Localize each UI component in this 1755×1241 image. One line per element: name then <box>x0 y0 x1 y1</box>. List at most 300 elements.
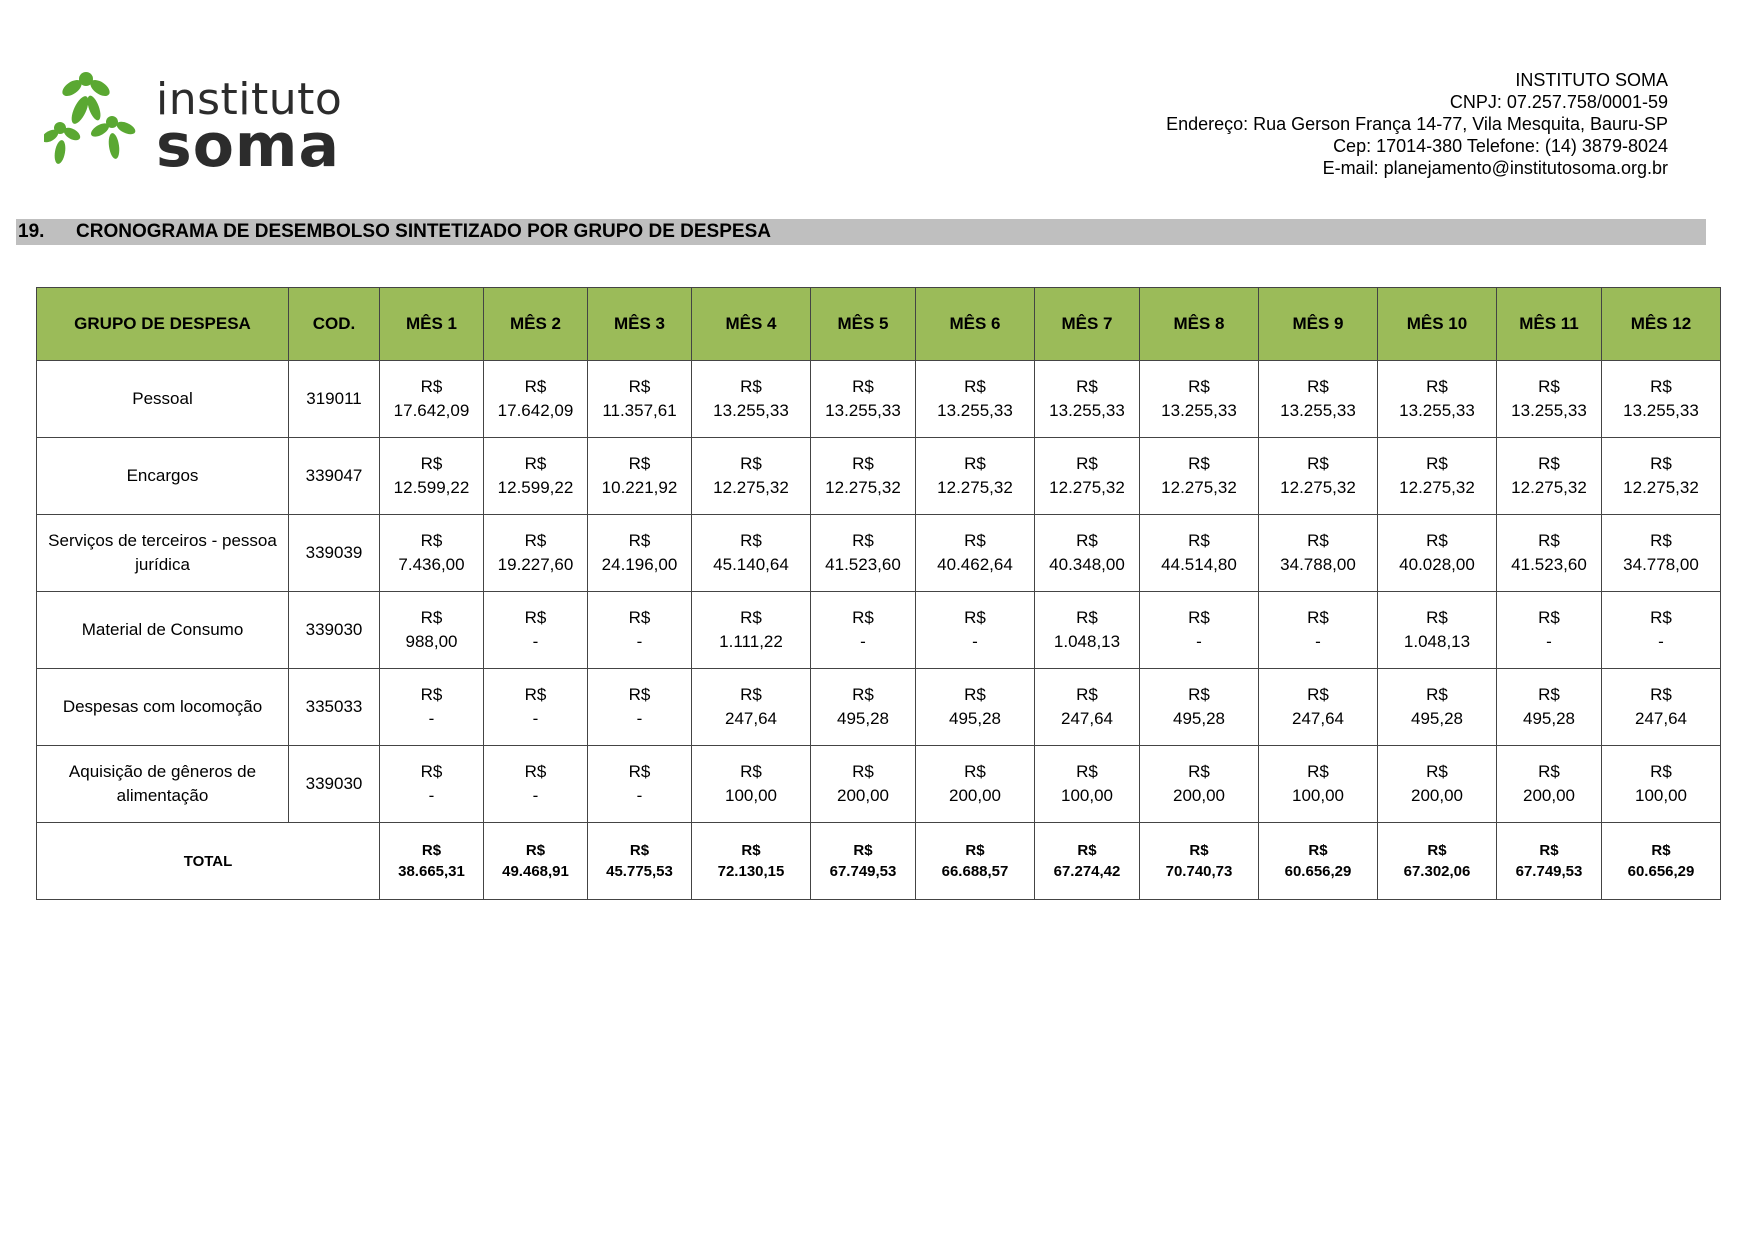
table-row <box>37 746 1721 823</box>
month-value-cell <box>588 669 692 746</box>
amount-value: 40.462,64 <box>937 555 1013 574</box>
amount-value: 34.788,00 <box>1280 555 1356 574</box>
currency-symbol: R$ <box>420 531 443 550</box>
currency-symbol: R$ <box>740 762 762 781</box>
currency-symbol: R$ <box>524 454 547 473</box>
table-row <box>37 592 1721 669</box>
expense-group-cell: Encargos <box>37 438 289 515</box>
month-value-cell <box>811 746 916 823</box>
month-value-cell <box>1602 592 1721 669</box>
currency-symbol: R$ <box>1308 842 1328 859</box>
table-row <box>37 669 1721 746</box>
column-header: MÊS 8 <box>1140 288 1259 361</box>
amount-value: 40.348,00 <box>1049 555 1125 574</box>
total-value-cell <box>916 823 1035 900</box>
currency-symbol: R$ <box>420 762 443 781</box>
currency-symbol: R$ <box>965 842 985 859</box>
total-amount: 70.740,73 <box>1165 863 1233 880</box>
amount-value: 10.221,92 <box>601 478 678 497</box>
amount-value: 495,28 <box>949 709 1001 728</box>
currency-symbol: R$ <box>1307 454 1329 473</box>
amount-value: 40.028,00 <box>1399 555 1475 574</box>
amount-value: 24.196,00 <box>601 555 678 574</box>
total-value-cell <box>588 823 692 900</box>
amount-value: 247,64 <box>725 709 777 728</box>
amount-value: - <box>1658 632 1664 651</box>
currency-symbol: R$ <box>1427 842 1447 859</box>
month-value-cell <box>1497 361 1602 438</box>
month-value-cell <box>1035 746 1140 823</box>
currency-symbol: R$ <box>1651 842 1671 859</box>
amount-value: 45.140,64 <box>713 555 789 574</box>
amount-value: 13.255,33 <box>1623 401 1699 420</box>
amount-value: - <box>532 786 539 805</box>
amount-value: 200,00 <box>1523 786 1575 805</box>
currency-symbol: R$ <box>1188 531 1210 550</box>
month-value-cell <box>588 592 692 669</box>
column-header: MÊS 12 <box>1602 288 1721 361</box>
currency-symbol: R$ <box>964 377 986 396</box>
currency-symbol: R$ <box>964 608 986 627</box>
month-value-cell <box>380 669 484 746</box>
month-value-cell <box>588 361 692 438</box>
amount-value: 13.255,33 <box>1280 401 1356 420</box>
amount-value: 1.048,13 <box>1053 632 1121 651</box>
month-value-cell <box>588 515 692 592</box>
column-header: MÊS 10 <box>1378 288 1497 361</box>
amount-value: - <box>532 709 539 728</box>
month-value-cell <box>380 361 484 438</box>
amount-value: 247,64 <box>1635 709 1687 728</box>
currency-symbol: R$ <box>852 762 874 781</box>
amount-value: 12.275,32 <box>1399 478 1475 497</box>
org-email: E-mail: planejamento@institutosoma.org.br <box>1322 158 1668 178</box>
month-value-cell <box>484 746 588 823</box>
currency-symbol: R$ <box>1076 377 1098 396</box>
total-label: TOTAL <box>37 823 380 900</box>
month-value-cell <box>1140 746 1259 823</box>
currency-symbol: R$ <box>628 377 651 396</box>
amount-value: - <box>1196 632 1202 651</box>
month-value-cell <box>1497 746 1602 823</box>
month-value-cell <box>1035 592 1140 669</box>
currency-symbol: R$ <box>524 377 547 396</box>
table-header-row <box>37 288 1721 361</box>
org-cep-phone: Cep: 17014-380 Telefone: (14) 3879-8024 <box>1333 136 1668 156</box>
currency-symbol: R$ <box>1188 377 1210 396</box>
month-value-cell <box>916 515 1035 592</box>
month-value-cell <box>1497 669 1602 746</box>
logo-line-1: instituto <box>156 74 343 125</box>
month-value-cell <box>1259 361 1378 438</box>
currency-symbol: R$ <box>1189 842 1209 859</box>
amount-value: 13.255,33 <box>1161 401 1237 420</box>
amount-value: 12.275,32 <box>713 478 789 497</box>
total-value-cell <box>692 823 811 900</box>
column-header: MÊS 5 <box>811 288 916 361</box>
total-amount: 67.749,53 <box>829 863 897 880</box>
total-amount: 49.468,91 <box>502 863 569 880</box>
amount-value: - <box>1546 632 1552 651</box>
currency-symbol: R$ <box>1538 608 1560 627</box>
currency-symbol: R$ <box>1307 685 1329 704</box>
currency-symbol: R$ <box>1650 454 1672 473</box>
amount-value: 12.275,32 <box>1280 478 1356 497</box>
logo-line-2: soma <box>156 111 340 181</box>
amount-value: - <box>636 632 643 651</box>
currency-symbol: R$ <box>1076 531 1098 550</box>
column-header: MÊS 1 <box>380 288 484 361</box>
amount-value: 100,00 <box>1292 786 1344 805</box>
expense-code-cell: 339039 <box>289 515 380 592</box>
amount-value: - <box>428 709 435 728</box>
currency-symbol: R$ <box>1538 454 1560 473</box>
currency-symbol: R$ <box>1650 377 1672 396</box>
amount-value: 200,00 <box>1173 786 1225 805</box>
currency-symbol: R$ <box>1076 608 1098 627</box>
currency-symbol: R$ <box>1307 762 1329 781</box>
month-value-cell <box>1378 669 1497 746</box>
total-value-cell <box>1140 823 1259 900</box>
month-value-cell <box>380 438 484 515</box>
column-header: MÊS 2 <box>484 288 588 361</box>
amount-value: - <box>860 632 866 651</box>
currency-symbol: R$ <box>524 608 547 627</box>
month-value-cell <box>692 592 811 669</box>
month-value-cell <box>692 361 811 438</box>
currency-symbol: R$ <box>1426 531 1448 550</box>
currency-symbol: R$ <box>740 608 762 627</box>
currency-symbol: R$ <box>740 531 762 550</box>
org-name: INSTITUTO SOMA <box>1515 70 1668 90</box>
amount-value: 12.275,32 <box>1623 478 1699 497</box>
currency-symbol: R$ <box>1538 685 1560 704</box>
currency-symbol: R$ <box>1539 842 1559 859</box>
currency-symbol: R$ <box>1650 608 1672 627</box>
month-value-cell <box>1140 592 1259 669</box>
currency-symbol: R$ <box>1188 454 1210 473</box>
currency-symbol: R$ <box>1188 685 1210 704</box>
amount-value: - <box>532 632 539 651</box>
month-value-cell <box>692 669 811 746</box>
currency-symbol: R$ <box>1077 842 1097 859</box>
currency-symbol: R$ <box>964 454 986 473</box>
month-value-cell <box>916 746 1035 823</box>
expense-code-cell: 339047 <box>289 438 380 515</box>
amount-value: 200,00 <box>949 786 1001 805</box>
currency-symbol: R$ <box>1650 685 1672 704</box>
amount-value: 247,64 <box>1061 709 1113 728</box>
total-amount: 72.130,15 <box>717 863 785 880</box>
amount-value: 19.227,60 <box>497 555 574 574</box>
total-amount: 67.302,06 <box>1403 863 1471 880</box>
total-amount: 60.656,29 <box>1627 863 1695 880</box>
month-value-cell <box>916 669 1035 746</box>
currency-symbol: R$ <box>628 531 651 550</box>
total-amount: 67.749,53 <box>1515 863 1583 880</box>
currency-symbol: R$ <box>1426 454 1448 473</box>
amount-value: 7.436,00 <box>398 555 465 574</box>
column-header: COD. <box>289 288 380 361</box>
month-value-cell <box>811 592 916 669</box>
currency-symbol: R$ <box>420 608 443 627</box>
currency-symbol: R$ <box>628 608 651 627</box>
month-value-cell <box>484 515 588 592</box>
amount-value: 44.514,80 <box>1161 555 1237 574</box>
currency-symbol: R$ <box>524 531 547 550</box>
currency-symbol: R$ <box>525 842 546 859</box>
amount-value: 12.275,32 <box>937 478 1013 497</box>
column-header: MÊS 3 <box>588 288 692 361</box>
currency-symbol: R$ <box>420 685 443 704</box>
currency-symbol: R$ <box>420 377 443 396</box>
expense-group-cell: Material de Consumo <box>37 592 289 669</box>
currency-symbol: R$ <box>1426 608 1448 627</box>
currency-symbol: R$ <box>740 685 762 704</box>
amount-value: 200,00 <box>1411 786 1463 805</box>
currency-symbol: R$ <box>1426 685 1448 704</box>
currency-symbol: R$ <box>1538 762 1560 781</box>
amount-value: 495,28 <box>1411 709 1463 728</box>
total-amount: 67.274,42 <box>1053 863 1121 880</box>
currency-symbol: R$ <box>420 454 443 473</box>
month-value-cell <box>811 669 916 746</box>
month-value-cell <box>916 438 1035 515</box>
month-value-cell <box>484 361 588 438</box>
amount-value: 495,28 <box>1523 709 1575 728</box>
month-value-cell <box>1602 438 1721 515</box>
month-value-cell <box>380 515 484 592</box>
month-value-cell <box>1035 515 1140 592</box>
total-value-cell <box>1378 823 1497 900</box>
amount-value: 988,00 <box>405 632 458 651</box>
month-value-cell <box>1378 746 1497 823</box>
month-value-cell <box>484 592 588 669</box>
currency-symbol: R$ <box>852 531 874 550</box>
currency-symbol: R$ <box>1650 531 1672 550</box>
amount-value: - <box>636 786 643 805</box>
month-value-cell <box>1602 361 1721 438</box>
amount-value: - <box>636 709 643 728</box>
column-header: MÊS 11 <box>1497 288 1602 361</box>
total-value-cell <box>1497 823 1602 900</box>
month-value-cell <box>484 438 588 515</box>
table-row <box>37 515 1721 592</box>
month-value-cell <box>1259 592 1378 669</box>
amount-value: 13.255,33 <box>825 401 901 420</box>
month-value-cell <box>811 438 916 515</box>
amount-value: 12.275,32 <box>1161 478 1237 497</box>
month-value-cell <box>1602 515 1721 592</box>
disbursement-schedule-table <box>36 287 1721 900</box>
month-value-cell <box>1140 669 1259 746</box>
month-value-cell <box>588 438 692 515</box>
month-value-cell <box>484 669 588 746</box>
organization-info <box>1166 69 1668 179</box>
column-header: MÊS 6 <box>916 288 1035 361</box>
currency-symbol: R$ <box>421 842 442 859</box>
org-address: Endereço: Rua Gerson França 14-77, Vila Mesquita, Bauru-SP <box>1166 114 1668 134</box>
month-value-cell <box>1259 669 1378 746</box>
month-value-cell <box>1497 515 1602 592</box>
currency-symbol: R$ <box>1538 531 1560 550</box>
amount-value: 34.778,00 <box>1623 555 1699 574</box>
currency-symbol: R$ <box>1538 377 1560 396</box>
currency-symbol: R$ <box>741 842 761 859</box>
expense-code-cell: 335033 <box>289 669 380 746</box>
amount-value: 13.255,33 <box>1399 401 1475 420</box>
currency-symbol: R$ <box>852 454 874 473</box>
amount-value: 41.523,60 <box>825 555 901 574</box>
currency-symbol: R$ <box>964 685 986 704</box>
amount-value: 200,00 <box>837 786 889 805</box>
column-header: GRUPO DE DESPESA <box>37 288 289 361</box>
currency-symbol: R$ <box>1076 454 1098 473</box>
currency-symbol: R$ <box>1426 377 1448 396</box>
expense-group-cell: Despesas com locomoção <box>37 669 289 746</box>
expense-code-cell: 339030 <box>289 746 380 823</box>
month-value-cell <box>1035 361 1140 438</box>
total-row <box>37 823 1721 900</box>
currency-symbol: R$ <box>1426 762 1448 781</box>
org-cnpj: CNPJ: 07.257.758/0001-59 <box>1449 92 1668 112</box>
currency-symbol: R$ <box>1307 608 1329 627</box>
total-value-cell <box>811 823 916 900</box>
amount-value: 41.523,60 <box>1511 555 1587 574</box>
total-value-cell <box>1035 823 1140 900</box>
amount-value: 17.642,09 <box>393 401 470 420</box>
amount-value: 13.255,33 <box>937 401 1013 420</box>
currency-symbol: R$ <box>628 454 651 473</box>
month-value-cell <box>1602 669 1721 746</box>
expense-code-cell: 319011 <box>289 361 380 438</box>
currency-symbol: R$ <box>629 842 650 859</box>
currency-symbol: R$ <box>1650 762 1672 781</box>
amount-value: 12.275,32 <box>825 478 901 497</box>
amount-value: 100,00 <box>725 786 777 805</box>
month-value-cell <box>1378 592 1497 669</box>
month-value-cell <box>1140 361 1259 438</box>
month-value-cell <box>916 361 1035 438</box>
currency-symbol: R$ <box>1076 762 1098 781</box>
currency-symbol: R$ <box>964 762 986 781</box>
table-row <box>37 361 1721 438</box>
currency-symbol: R$ <box>628 762 651 781</box>
expense-group-cell: Aquisição de gêneros de alimentação <box>37 746 289 823</box>
currency-symbol: R$ <box>964 531 986 550</box>
currency-symbol: R$ <box>1307 531 1329 550</box>
total-amount: 60.656,29 <box>1284 863 1352 880</box>
institute-logo <box>44 70 344 180</box>
amount-value: - <box>1315 632 1321 651</box>
amount-value: 12.275,32 <box>1049 478 1125 497</box>
expense-group-cell: Pessoal <box>37 361 289 438</box>
total-value-cell <box>380 823 484 900</box>
amount-value: 495,28 <box>1173 709 1225 728</box>
month-value-cell <box>811 515 916 592</box>
month-value-cell <box>380 746 484 823</box>
total-value-cell <box>1259 823 1378 900</box>
total-amount: 38.665,31 <box>398 863 465 880</box>
currency-symbol: R$ <box>524 685 547 704</box>
currency-symbol: R$ <box>853 842 873 859</box>
column-header: MÊS 7 <box>1035 288 1140 361</box>
section-number: 19. <box>18 221 45 242</box>
amount-value: 247,64 <box>1292 709 1344 728</box>
month-value-cell <box>692 515 811 592</box>
month-value-cell <box>1378 438 1497 515</box>
month-value-cell <box>692 746 811 823</box>
currency-symbol: R$ <box>628 685 651 704</box>
amount-value: 12.599,22 <box>497 478 574 497</box>
currency-symbol: R$ <box>740 377 762 396</box>
section-title: CRONOGRAMA DE DESEMBOLSO SINTETIZADO POR GRUPO DE DESPESA <box>76 221 771 242</box>
month-value-cell <box>1378 515 1497 592</box>
amount-value: 13.255,33 <box>1049 401 1125 420</box>
logo-wordmark <box>156 74 343 181</box>
column-header: MÊS 9 <box>1259 288 1378 361</box>
amount-value: 13.255,33 <box>1511 401 1587 420</box>
month-value-cell <box>811 361 916 438</box>
currency-symbol: R$ <box>524 762 547 781</box>
total-amount: 66.688,57 <box>941 863 1009 880</box>
leaf-figures-icon <box>44 70 154 180</box>
currency-symbol: R$ <box>1188 608 1210 627</box>
amount-value: 11.357,61 <box>602 401 677 420</box>
month-value-cell <box>1140 438 1259 515</box>
amount-value: 495,28 <box>837 709 889 728</box>
amount-value: 100,00 <box>1061 786 1113 805</box>
month-value-cell <box>1035 438 1140 515</box>
month-value-cell <box>588 746 692 823</box>
month-value-cell <box>1259 746 1378 823</box>
currency-symbol: R$ <box>1307 377 1329 396</box>
month-value-cell <box>1259 515 1378 592</box>
amount-value: 13.255,33 <box>713 401 789 420</box>
currency-symbol: R$ <box>852 685 874 704</box>
total-value-cell <box>1602 823 1721 900</box>
amount-value: 1.048,13 <box>1403 632 1471 651</box>
currency-symbol: R$ <box>1188 762 1210 781</box>
amount-value: - <box>972 632 978 651</box>
amount-value: 12.599,22 <box>393 478 470 497</box>
month-value-cell <box>1497 592 1602 669</box>
total-amount: 45.775,53 <box>606 863 673 880</box>
month-value-cell <box>1140 515 1259 592</box>
amount-value: 12.275,32 <box>1511 478 1587 497</box>
currency-symbol: R$ <box>1076 685 1098 704</box>
month-value-cell <box>1259 438 1378 515</box>
amount-value: 17.642,09 <box>497 401 574 420</box>
month-value-cell <box>1035 669 1140 746</box>
month-value-cell <box>1497 438 1602 515</box>
currency-symbol: R$ <box>852 377 874 396</box>
expense-code-cell: 339030 <box>289 592 380 669</box>
table-row <box>37 438 1721 515</box>
column-header: MÊS 4 <box>692 288 811 361</box>
expense-group-cell: Serviços de terceiros - pessoa jurídica <box>37 515 289 592</box>
currency-symbol: R$ <box>852 608 874 627</box>
month-value-cell <box>916 592 1035 669</box>
amount-value: 1.111,22 <box>719 632 783 651</box>
month-value-cell <box>1602 746 1721 823</box>
amount-value: - <box>428 786 435 805</box>
month-value-cell <box>380 592 484 669</box>
month-value-cell <box>692 438 811 515</box>
total-value-cell <box>484 823 588 900</box>
section-heading <box>16 219 1706 245</box>
month-value-cell <box>1378 361 1497 438</box>
